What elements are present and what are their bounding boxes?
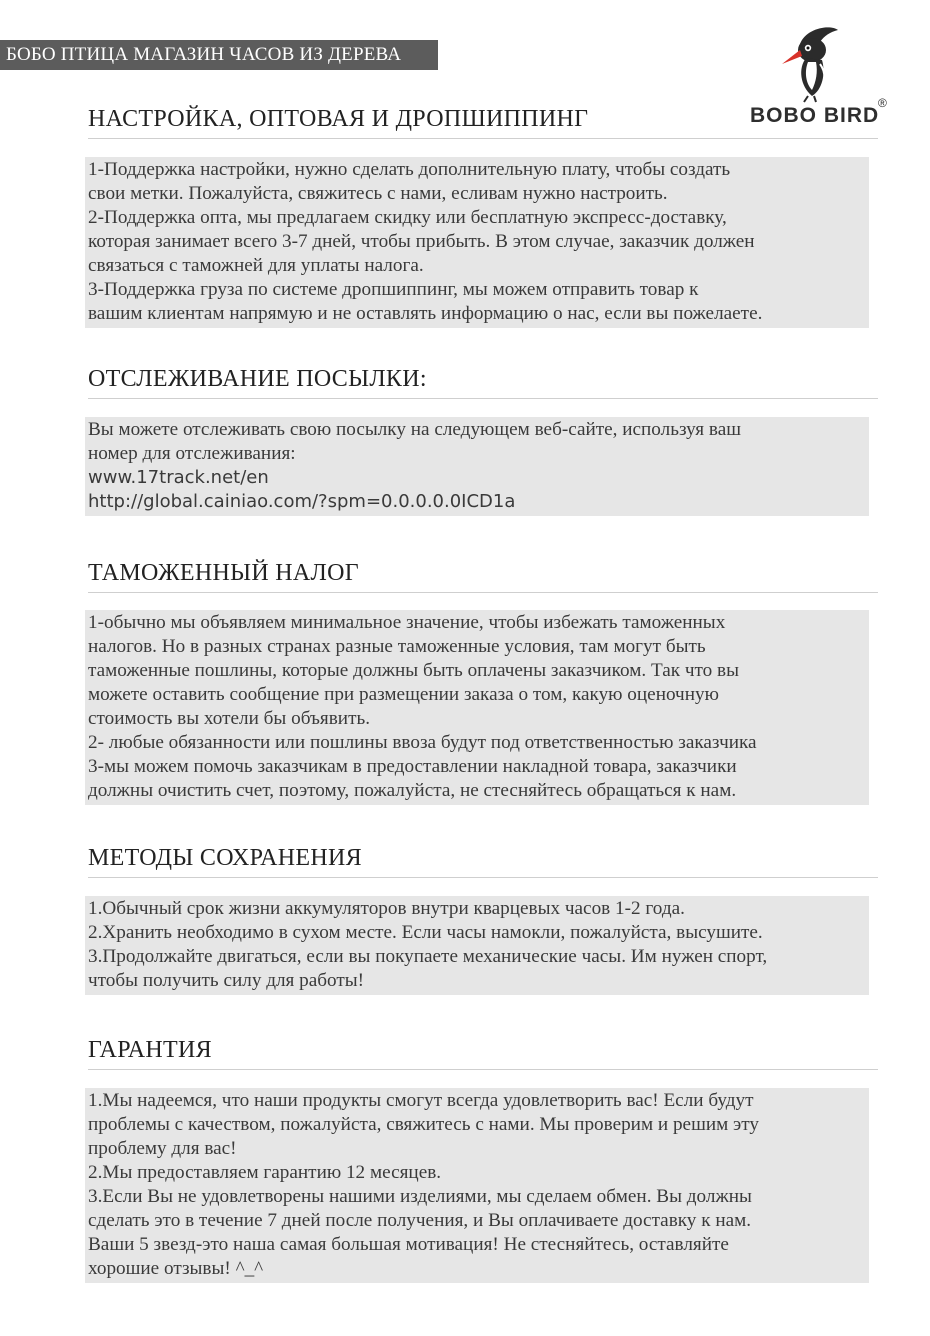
text-line: 2-Поддержка опта, мы предлагаем скидку или бесплатную экспресс-доставку, (88, 207, 727, 228)
text-line: проблемы с качеством, пожалуйста, свяжитесь с нами. Мы проверим и решим эту (88, 1114, 760, 1135)
text-line: 1.Обычный срок жизни аккумуляторов внутри кварцевых часов 1-2 года. (88, 898, 685, 919)
text-line: вашим клиентам напрямую и не оставлять информацию о нас, если вы пожелаете. (88, 303, 763, 324)
text-line: Вы можете отслеживать свою посылку на следующем веб-сайте, используя ваш (88, 419, 741, 440)
section-title: ТАМОЖЕННЫЙ НАЛОГ (88, 560, 878, 593)
section-body (85, 610, 869, 805)
text-line: 2.Хранить необходимо в сухом месте. Если часы намокли, пожалуйста, высушите. (88, 922, 763, 943)
text-line: 1.Мы надеемся, что наши продукты смогут всегда удовлетворить вас! Если будут (88, 1090, 754, 1111)
tracking-link[interactable]: www.17track.net/en (88, 467, 269, 488)
text-line: можете оставить сообщение при размещении заказа о том, какую оценочную (88, 684, 719, 705)
text-line: хорошие отзывы! ^_^ (88, 1258, 264, 1279)
section-title: ГАРАНТИЯ (88, 1037, 878, 1070)
woodpecker-icon (778, 24, 848, 104)
text-line: 3-Поддержка груза по системе дропшиппинг, мы можем отправить товар к (88, 279, 699, 300)
registered-mark: ® (878, 96, 887, 110)
text-line: 2.Мы предоставляем гарантию 12 месяцев. (88, 1162, 442, 1183)
section-body (85, 896, 869, 995)
text-line: 3.Продолжайте двигаться, если вы покупаете механические часы. Им нужен спорт, (88, 946, 768, 967)
text-line: 3.Если Вы не удовлетворены нашими изделиями, мы сделаем обмен. Вы должны (88, 1186, 752, 1207)
text-line: 3-мы можем помочь заказчикам в предоставлении накладной товара, заказчики (88, 756, 737, 777)
text-line: свои метки. Пожалуйста, свяжитесь с нами, есливам нужно настроить. (88, 183, 668, 204)
text-line: номер для отслеживания: (88, 443, 296, 464)
text-line: 2- любые обязанности или пошлины ввоза будут под ответственностью заказчика (88, 732, 757, 753)
brand-name: BOBO BIRD (750, 104, 880, 127)
text-line: чтобы получить силу для работы! (88, 970, 365, 991)
section-body (85, 1088, 869, 1283)
text-line: налогов. Но в разных странах разные таможенные условия, там могут быть (88, 636, 706, 657)
tracking-link[interactable]: http://global.cainiao.com/?spm=0.0.0.0.0ICD1a (88, 491, 516, 512)
section-title: МЕТОДЫ СОХРАНЕНИЯ (88, 845, 878, 878)
section-title: ОТСЛЕЖИВАНИЕ ПОСЫЛКИ: (88, 366, 878, 399)
text-line: Ваши 5 звезд-это наша самая большая мотивация! Не стесняйтесь, оставляйте (88, 1234, 729, 1255)
text-line: стоимость вы хотели бы объявить. (88, 708, 371, 729)
section-body (85, 157, 869, 328)
text-line: должны очистить счет, поэтому, пожалуйста, не стесняйтесь обращаться к нам. (88, 780, 737, 801)
text-line: сделать это в течение 7 дней после получения, и Вы оплачиваете доставку к нам. (88, 1210, 752, 1231)
text-line: 1-Поддержка настройки, нужно сделать дополнительную плату, чтобы создать (88, 159, 731, 180)
text-line: связаться с таможней для уплаты налога. (88, 255, 424, 276)
text-line: проблему для вас! (88, 1138, 237, 1159)
section-title: НАСТРОЙКА, ОПТОВАЯ И ДРОПШИППИНГ (88, 106, 878, 139)
text-line: таможенные пошлины, которые должны быть оплачены заказчиком. Так что вы (88, 660, 739, 681)
text-line: которая занимает всего 3-7 дней, чтобы прибыть. В этом случае, заказчик должен (88, 231, 755, 252)
store-banner: БОБО ПТИЦА МАГАЗИН ЧАСОВ ИЗ ДЕРЕВА (0, 40, 438, 70)
text-line: 1-обычно мы объявляем минимальное значение, чтобы избежать таможенных (88, 612, 726, 633)
section-body (85, 417, 869, 516)
